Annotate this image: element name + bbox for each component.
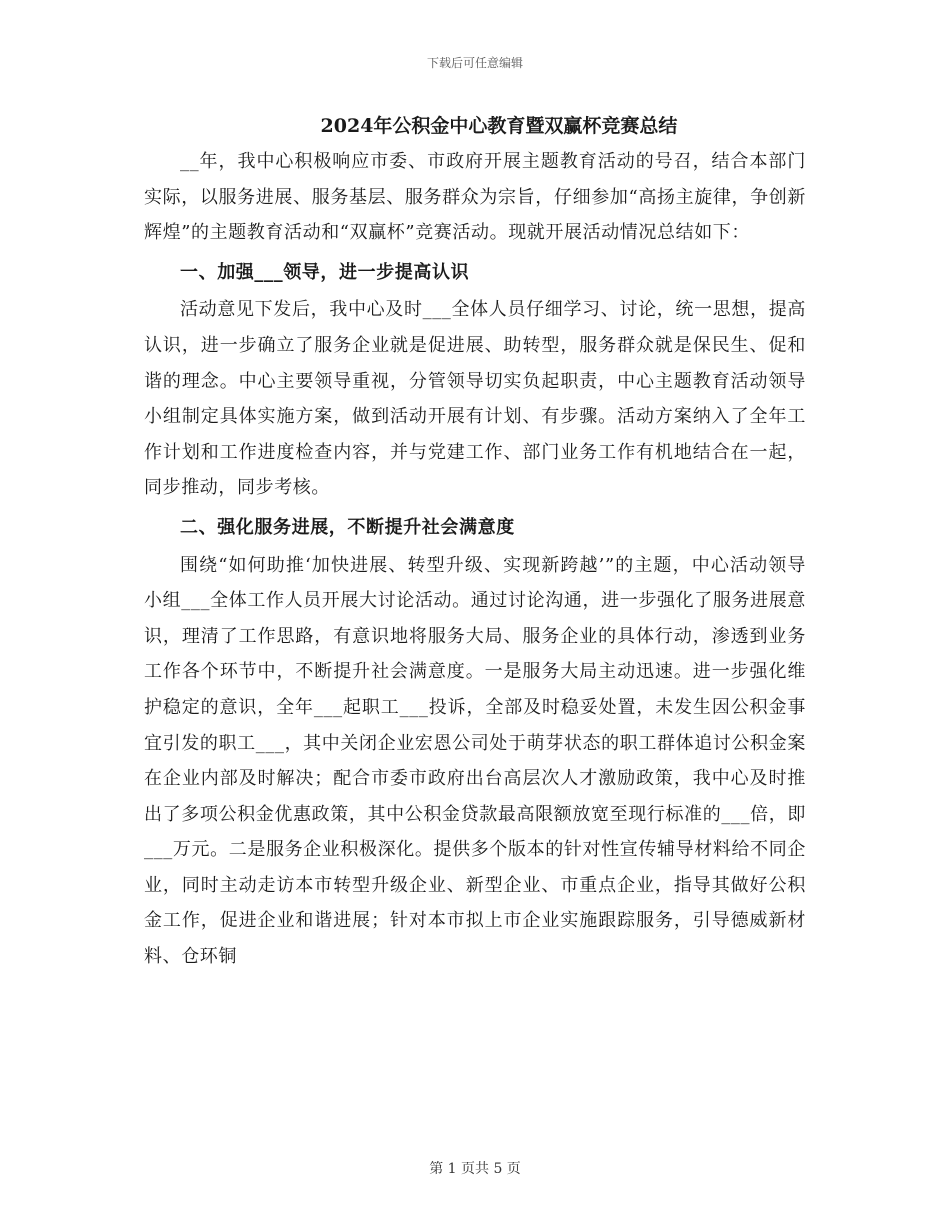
section-2-heading: 二、强化服务进展，不断提升社会满意度 [180, 516, 515, 538]
header-note: 下载后可任意编辑 [426, 56, 523, 70]
document-body [144, 110, 806, 975]
page-footer: 第 1 页共 5 页 [429, 1161, 521, 1177]
section-1-heading: 一、加强___领导，进一步提高认识 [180, 261, 470, 283]
section-1-paragraph: 活动意见下发后，我中心及时___全体人员仔细学习、讨论，统一思想，提高认识，进一步确立了服务企业就是促进展、助转型，服务群众就是保民生、促和谐的理念。中心主要领导重视，分管领导切实负起职责，中心主题教育活动领导小组制定具体实施方案，做到活动开展有计划、有步骤。活动方案纳入了全年工作计划和工作进度检查内容，并与党建工作、部门业务工作有机地结合在一起，同步推动，同步考核。 [144, 299, 806, 499]
section-2-paragraph: 围绕“如何助推‘加快进展、转型升级、实现新跨越’”的主题，中心活动领导小组___全体工作人员开展大讨论活动。通过讨论沟通，进一步强化了服务进展意识，理清了工作思路，有意识地将服务大局、服务企业的具体行动，渗透到业务工作各个环节中，不断提升社会满意度。一是服务大局主动迅速。进一步强化维护稳定的意识，全年___起职工___投诉，全部及时稳妥处置，未发生因公积金事宜引发的职工___，其中关闭企业宏恩公司处于萌芽状态的职工群体追讨公积金案在企业内部及时解决；配合市委市政府出台高层次人才激励政策，我中心及时推出了多项公积金优惠政策，其中公积金贷款最高限额放宽至现行标准的___倍，即___万元。二是服务企业积极深化。提供多个版本的针对性宣传辅导材料给不同企业，同时主动走访本市转型升级企业、新型企业、市重点企业，指导其做好公积金工作，促进企业和谐进展；针对本市拟上市企业实施跟踪服务，引导德威新材料、仓环铜 [144, 554, 806, 968]
document-title: 2024年公积金中心教育暨双赢杯竞赛总结 [320, 115, 678, 137]
intro-paragraph: __年，我中心积极响应市委、市政府开展主题教育活动的号召，结合本部门实际，以服务进展、服务基层、服务群众为宗旨，仔细参加“高扬主旋律，争创新辉煌”的主题教育活动和“双赢杯”竞赛活动。现就开展活动情况总结如下： [144, 151, 806, 244]
